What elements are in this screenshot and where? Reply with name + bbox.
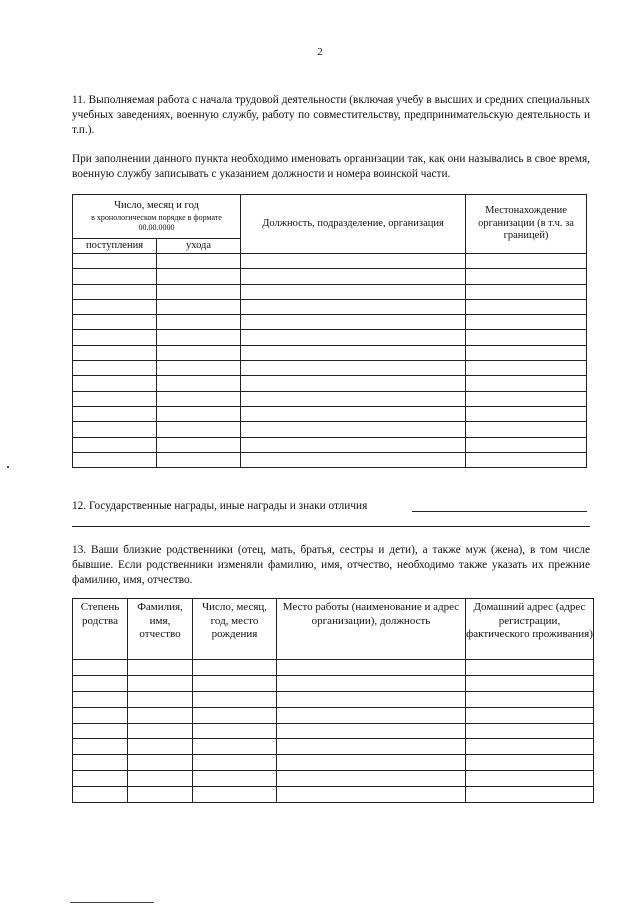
work-history-cell[interactable] xyxy=(241,437,466,452)
relative-cell[interactable] xyxy=(193,691,277,707)
work-history-cell[interactable] xyxy=(73,361,157,376)
relative-cell[interactable] xyxy=(277,707,466,723)
relative-cell[interactable] xyxy=(128,723,193,739)
work-history-cell[interactable] xyxy=(73,391,157,406)
relatives-table-body xyxy=(73,660,594,803)
relative-cell[interactable] xyxy=(193,739,277,755)
position-header: Должность, подразделение, организация xyxy=(241,195,466,254)
relative-cell[interactable] xyxy=(277,755,466,771)
work-history-cell[interactable] xyxy=(73,345,157,360)
relative-row xyxy=(73,787,594,803)
footer-rule xyxy=(70,902,154,903)
work-history-cell[interactable] xyxy=(466,330,587,345)
degree-header: Степень родства xyxy=(73,599,128,660)
relative-cell[interactable] xyxy=(277,787,466,803)
relative-cell[interactable] xyxy=(193,707,277,723)
relative-cell[interactable] xyxy=(193,660,277,676)
work-table-body xyxy=(73,254,587,468)
work-history-cell[interactable] xyxy=(466,284,587,299)
relative-cell[interactable] xyxy=(193,723,277,739)
work-history-cell[interactable] xyxy=(241,330,466,345)
relative-cell[interactable] xyxy=(466,787,594,803)
relative-cell[interactable] xyxy=(73,755,128,771)
work-history-cell[interactable] xyxy=(466,376,587,391)
relative-cell[interactable] xyxy=(73,739,128,755)
work-history-cell[interactable] xyxy=(241,361,466,376)
relative-cell[interactable] xyxy=(128,771,193,787)
work-history-cell[interactable] xyxy=(241,315,466,330)
work-history-row xyxy=(73,437,587,452)
work-history-row xyxy=(73,391,587,406)
work-history-row xyxy=(73,361,587,376)
work-history-cell[interactable] xyxy=(157,376,241,391)
awards-answer-line[interactable] xyxy=(412,511,587,512)
date-header: Число, месяц и год xyxy=(114,200,199,212)
work-history-cell[interactable] xyxy=(73,254,157,269)
awards-answer-line-2[interactable] xyxy=(72,526,590,527)
work-history-row xyxy=(73,299,587,314)
work-history-cell[interactable] xyxy=(73,284,157,299)
work-history-cell[interactable] xyxy=(241,284,466,299)
work-history-row xyxy=(73,330,587,345)
work-history-cell[interactable] xyxy=(466,254,587,269)
relative-cell[interactable] xyxy=(193,755,277,771)
relative-cell[interactable] xyxy=(128,707,193,723)
relative-cell[interactable] xyxy=(73,660,128,676)
relative-cell[interactable] xyxy=(73,675,128,691)
relative-cell[interactable] xyxy=(128,675,193,691)
relative-cell[interactable] xyxy=(73,707,128,723)
relative-cell[interactable] xyxy=(128,739,193,755)
work-history-cell[interactable] xyxy=(73,422,157,437)
work-history-cell[interactable] xyxy=(157,269,241,284)
relative-cell[interactable] xyxy=(466,707,594,723)
section-13-text: 13. Ваши близкие родственники (отец, мать, братья, сестры и дети), а также муж (жена), в том числе бывшие. Если родственники изменяли фамилию, имя, отчество, необходимо также указать их прежние фамилию, имя, отчество. xyxy=(72,544,590,587)
relative-cell[interactable] xyxy=(73,723,128,739)
work-history-cell[interactable] xyxy=(73,330,157,345)
relative-row xyxy=(73,675,594,691)
work-history-cell[interactable] xyxy=(73,299,157,314)
work-history-cell[interactable] xyxy=(157,406,241,421)
relative-row xyxy=(73,755,594,771)
relative-cell[interactable] xyxy=(128,755,193,771)
page-number: 2 xyxy=(317,46,323,58)
relative-row xyxy=(73,771,594,787)
work-history-row xyxy=(73,269,587,284)
start-date-header: поступления xyxy=(73,239,157,254)
relative-cell[interactable] xyxy=(277,723,466,739)
work-history-row xyxy=(73,254,587,269)
relative-cell[interactable] xyxy=(466,739,594,755)
date-format-note: в хронологическом порядке в формате 00.00.0000 xyxy=(91,212,222,232)
relative-cell[interactable] xyxy=(277,660,466,676)
location-header: Местонахождение организации (в т.ч. за границей) xyxy=(466,195,587,254)
work-history-cell[interactable] xyxy=(73,452,157,467)
work-history-cell[interactable] xyxy=(241,406,466,421)
work-history-row xyxy=(73,345,587,360)
work-history-cell[interactable] xyxy=(466,437,587,452)
work-history-cell[interactable] xyxy=(241,376,466,391)
work-history-cell[interactable] xyxy=(241,254,466,269)
work-history-cell[interactable] xyxy=(466,315,587,330)
work-history-cell[interactable] xyxy=(157,452,241,467)
relative-cell[interactable] xyxy=(73,691,128,707)
relative-cell[interactable] xyxy=(193,771,277,787)
work-history-cell[interactable] xyxy=(241,452,466,467)
relative-row xyxy=(73,660,594,676)
work-history-cell[interactable] xyxy=(157,422,241,437)
work-history-cell[interactable] xyxy=(466,299,587,314)
scan-mark xyxy=(7,466,9,468)
work-history-cell[interactable] xyxy=(157,361,241,376)
work-history-row xyxy=(73,284,587,299)
work-history-row xyxy=(73,406,587,421)
section-12-text: 12. Государственные награды, иные награды и знаки отличия xyxy=(72,500,368,512)
relative-cell[interactable] xyxy=(466,660,594,676)
section-11-heading: 11. Выполняемая работа с начала трудовой деятельности (включая учебу в высших и средних специальных учебных заведениях, военную службу, работу по совместительству, предпринимательскую деятельность и т.п.). xyxy=(72,94,590,137)
end-date-header: ухода xyxy=(157,239,241,254)
relative-row xyxy=(73,707,594,723)
work-history-cell[interactable] xyxy=(73,315,157,330)
relative-cell[interactable] xyxy=(466,771,594,787)
relative-cell[interactable] xyxy=(466,723,594,739)
section-11-instruction: При заполнении данного пункта необходимо именовать организации так, как они назывались в свое время, военную службу записывать с указанием должности и номера воинской части. xyxy=(72,153,590,181)
work-history-cell[interactable] xyxy=(73,437,157,452)
work-history-cell[interactable] xyxy=(157,315,241,330)
relatives-table xyxy=(72,598,594,803)
work-history-cell[interactable] xyxy=(157,345,241,360)
relative-cell[interactable] xyxy=(466,755,594,771)
relative-cell[interactable] xyxy=(277,691,466,707)
work-history-cell[interactable] xyxy=(466,422,587,437)
relative-cell[interactable] xyxy=(128,660,193,676)
work-history-row xyxy=(73,452,587,467)
work-history-cell[interactable] xyxy=(157,391,241,406)
work-history-cell[interactable] xyxy=(241,391,466,406)
work-history-cell[interactable] xyxy=(241,345,466,360)
name-header: Фамилия, имя, отчество xyxy=(128,599,193,660)
work-history-cell[interactable] xyxy=(241,299,466,314)
work-history-table xyxy=(72,194,587,468)
work-history-cell[interactable] xyxy=(466,391,587,406)
work-history-row xyxy=(73,376,587,391)
relative-row xyxy=(73,691,594,707)
work-history-cell[interactable] xyxy=(73,376,157,391)
date-header-cell xyxy=(73,195,241,239)
work-history-cell[interactable] xyxy=(157,330,241,345)
relative-cell[interactable] xyxy=(73,787,128,803)
relative-cell[interactable] xyxy=(73,771,128,787)
relative-cell[interactable] xyxy=(193,787,277,803)
work-history-cell[interactable] xyxy=(466,269,587,284)
work-history-cell[interactable] xyxy=(157,254,241,269)
work-place-header: Место работы (наименование и адрес организации), должность xyxy=(277,599,466,660)
work-history-row xyxy=(73,315,587,330)
relative-cell[interactable] xyxy=(193,675,277,691)
work-history-cell[interactable] xyxy=(466,406,587,421)
home-address-header: Домашний адрес (адрес регистрации, фактического проживания) xyxy=(466,599,594,660)
work-history-cell[interactable] xyxy=(241,422,466,437)
work-history-cell[interactable] xyxy=(73,269,157,284)
relative-row xyxy=(73,723,594,739)
relative-cell[interactable] xyxy=(277,739,466,755)
work-history-cell[interactable] xyxy=(466,345,587,360)
relative-cell[interactable] xyxy=(128,691,193,707)
work-history-cell[interactable] xyxy=(466,361,587,376)
work-history-cell[interactable] xyxy=(466,452,587,467)
relative-cell[interactable] xyxy=(277,675,466,691)
work-history-cell[interactable] xyxy=(241,269,466,284)
work-history-cell[interactable] xyxy=(73,406,157,421)
relative-cell[interactable] xyxy=(466,691,594,707)
relative-row xyxy=(73,739,594,755)
work-history-row xyxy=(73,422,587,437)
relative-cell[interactable] xyxy=(277,771,466,787)
relative-cell[interactable] xyxy=(466,675,594,691)
relative-cell[interactable] xyxy=(128,787,193,803)
work-history-cell[interactable] xyxy=(157,299,241,314)
work-history-cell[interactable] xyxy=(157,437,241,452)
birth-header: Число, месяц, год, место рождения xyxy=(193,599,277,660)
work-history-cell[interactable] xyxy=(157,284,241,299)
